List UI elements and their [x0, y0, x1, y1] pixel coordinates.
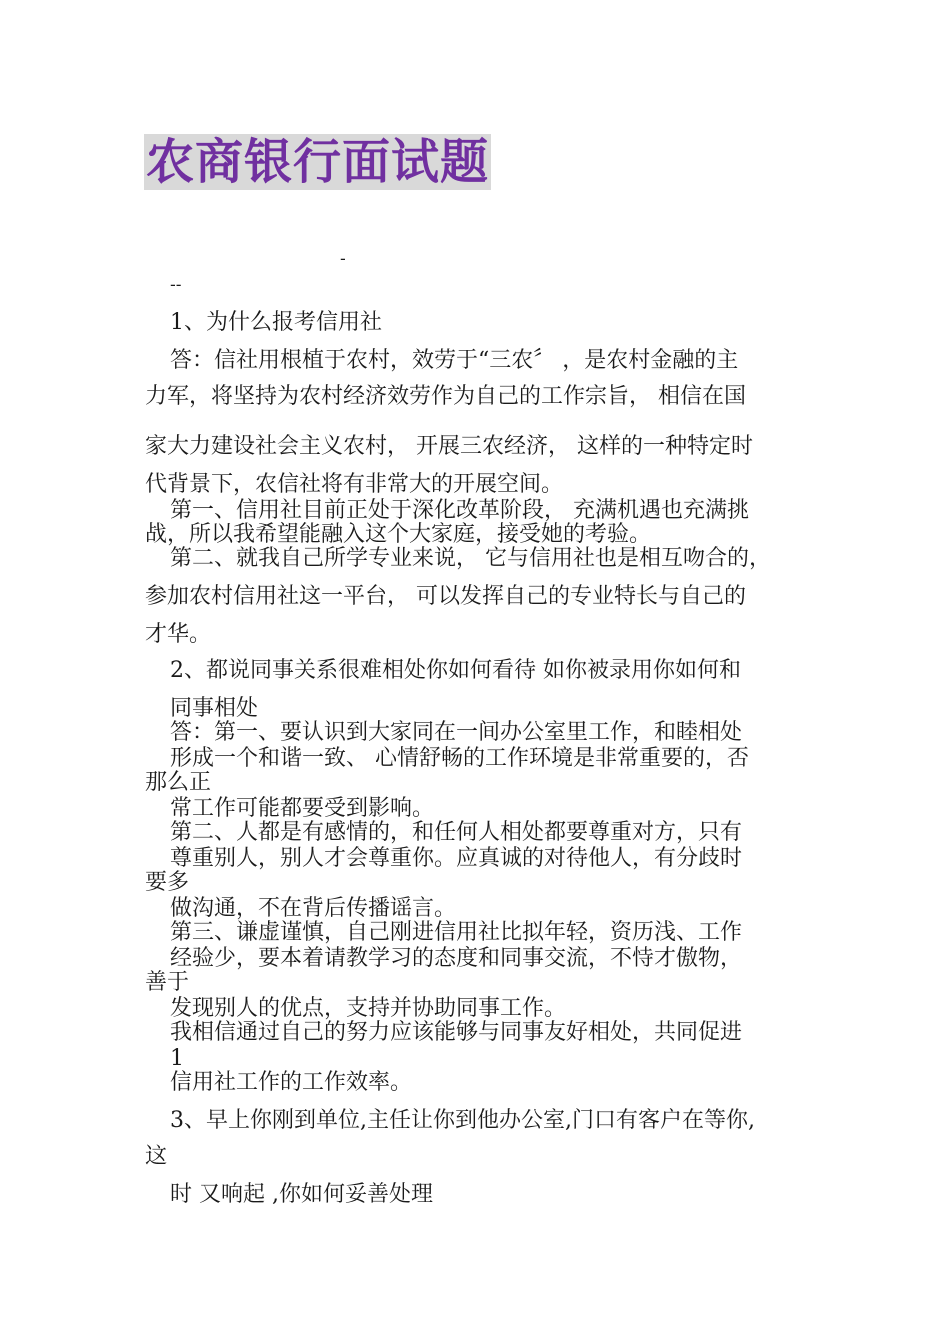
page-number: 1	[170, 1046, 184, 1071]
question-heading: 3、早上你刚到单位,主任让你到他办公室,门口有客户在等你,	[170, 1108, 755, 1133]
separator-dash: --	[170, 275, 182, 294]
paragraph-line: 战，所以我希望能融入这个大家庭，接受她的考验。	[145, 522, 652, 547]
paragraph-line: 经验少，要本着请教学习的态度和同事交流，不恃才傲物，	[170, 946, 743, 971]
document-title: 农商银行面试题	[146, 134, 490, 190]
paragraph-line: 第一、信用社目前正处于深化改革阶段， 充满机遇也充满挑	[170, 498, 749, 523]
paragraph-line: 家大力建设社会主义农村， 开展三农经济， 这样的一种特定时	[145, 434, 753, 459]
paragraph-line: 力军，将坚持为农村经济效劳作为自己的工作宗旨， 相信在国	[145, 384, 746, 409]
paragraph-line: 形成一个和谐一致、 心情舒畅的工作环境是非常重要的，否	[170, 746, 749, 771]
paragraph-line: 代背景下，农信社将有非常大的开展空间。	[145, 472, 564, 497]
paragraph-line: 第三、谦虚谨慎，自己刚进信用社比拟年轻，资历浅、工作	[170, 920, 743, 945]
question-heading: 时 又响起 ,你如何妥善处理	[170, 1182, 433, 1207]
paragraph-line: 第二、人都是有感情的，和任何人相处都要尊重对方，只有	[170, 820, 743, 845]
paragraph-line: 答：信社用根植于农村，效劳于“三农〞 ，是农村金融的主	[170, 348, 739, 373]
paragraph-line: 信用社工作的工作效率。	[170, 1070, 413, 1095]
paragraph-line: 要多	[145, 870, 190, 895]
question-heading: 这	[145, 1144, 168, 1169]
paragraph-line: 才华。	[145, 622, 212, 647]
paragraph-line: 答：第一、要认识到大家同在一间办公室里工作，和睦相处	[170, 720, 743, 745]
paragraph-line: 第二、就我自己所学专业来说， 它与信用社也是相互吻合的，	[170, 546, 771, 571]
question-heading: 2、都说同事关系很难相处你如何看待 如你被录用你如何和	[170, 658, 741, 683]
separator-dash: -	[340, 249, 346, 268]
paragraph-line: 善于	[145, 970, 190, 995]
question-heading: 1、为什么报考信用社	[170, 310, 382, 335]
paragraph-line: 尊重别人，别人才会尊重你。应真诚的对待他人，有分歧时	[170, 846, 743, 871]
paragraph-line: 参加农村信用社这一平台， 可以发挥自己的专业特长与自己的	[145, 584, 746, 609]
paragraph-line: 常工作可能都要受到影响。	[170, 796, 435, 821]
paragraph-line: 我相信通过自己的努力应该能够与同事友好相处，共同促进	[170, 1020, 743, 1045]
paragraph-line: 发现别人的优点，支持并协助同事工作。	[170, 996, 567, 1021]
question-heading: 同事相处	[170, 696, 259, 721]
paragraph-line: 那么正	[145, 770, 212, 795]
paragraph-line: 做沟通，不在背后传播谣言。	[170, 896, 457, 921]
